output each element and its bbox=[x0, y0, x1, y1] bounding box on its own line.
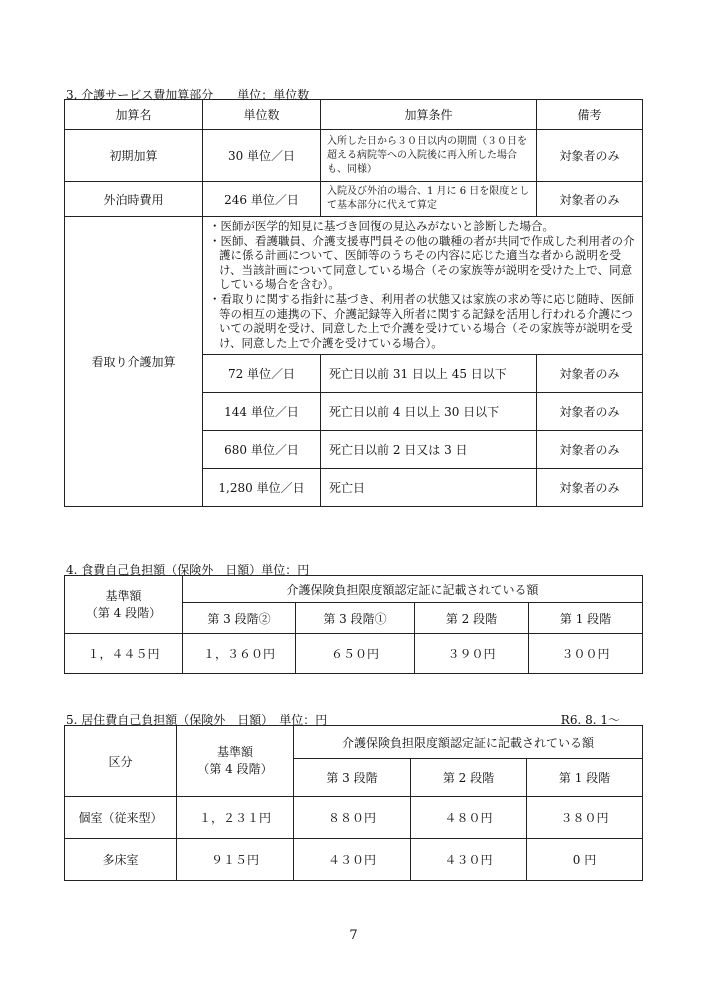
amount-cell: ３００円 bbox=[529, 634, 643, 674]
addition-units: 30 単位／日 bbox=[203, 130, 321, 182]
group-header: 介護保険負担限度額認定証に記載されている額 bbox=[183, 576, 643, 603]
table-row bbox=[65, 839, 643, 881]
base-amount-header: 基準額 （第 4 段階） bbox=[177, 726, 294, 797]
stage-header: 第 3 段階 bbox=[294, 759, 411, 797]
addition-units: 144 単位／日 bbox=[203, 393, 321, 431]
amount-cell: ４３０円 bbox=[294, 839, 411, 881]
addition-units: 246 単位／日 bbox=[203, 182, 321, 217]
condition-item: ・医師が医学的知見に基づき回復の見込みがないと診断した場合。 bbox=[209, 219, 554, 233]
addition-condition: 死亡日 bbox=[321, 469, 537, 507]
addition-name: 看取り介護加算 bbox=[65, 217, 203, 507]
table-row bbox=[65, 182, 643, 217]
header-cell: 加算条件 bbox=[321, 100, 537, 130]
amount-cell: ４８０円 bbox=[411, 797, 527, 839]
amount-cell: ９１５円 bbox=[177, 839, 294, 881]
food-cost-table bbox=[64, 575, 643, 674]
stage-header: 第 2 段階 bbox=[415, 603, 529, 634]
category-cell: 個室（従来型） bbox=[65, 797, 177, 839]
amount-cell: １，４４５円 bbox=[65, 634, 183, 674]
amount-cell: ３９０円 bbox=[415, 634, 529, 674]
stage-header: 第 1 段階 bbox=[527, 759, 643, 797]
mitori-conditions bbox=[203, 217, 643, 355]
addition-name: 初期加算 bbox=[65, 130, 203, 182]
section5-title: 5. 居住費自己負担額（保険外 日額） 単位：円 bbox=[66, 713, 328, 727]
addition-units: 680 単位／日 bbox=[203, 431, 321, 469]
group-header: 介護保険負担限度額認定証に記載されている額 bbox=[294, 726, 643, 759]
page-number: 7 bbox=[349, 928, 358, 943]
section4-title: 4. 食費自己負担額（保険外 日額）単位：円 bbox=[66, 563, 310, 577]
header-cell: 加算名 bbox=[65, 100, 203, 130]
addition-name: 外泊時費用 bbox=[65, 182, 203, 217]
amount-cell: １，３６０円 bbox=[183, 634, 296, 674]
amount-cell: ８８０円 bbox=[294, 797, 411, 839]
stage-header: 第 2 段階 bbox=[411, 759, 527, 797]
addition-units: 72 単位／日 bbox=[203, 355, 321, 393]
addition-note: 対象者のみ bbox=[537, 469, 643, 507]
table-header-row bbox=[65, 576, 643, 603]
addition-table bbox=[64, 99, 643, 507]
stage-header: 第 3 段階① bbox=[296, 603, 415, 634]
header-cell: 備考 bbox=[537, 100, 643, 130]
addition-condition: 死亡日以前 2 日又は 3 日 bbox=[321, 431, 537, 469]
table-row bbox=[65, 130, 643, 182]
table-row bbox=[65, 797, 643, 839]
addition-condition: 入所した日から３０日以内の期間（３０日を超える病院等への入院後に再入所した場合も、同様） bbox=[321, 130, 537, 182]
table-row bbox=[65, 217, 643, 355]
table-header-row bbox=[65, 100, 643, 130]
addition-note: 対象者のみ bbox=[537, 130, 643, 182]
addition-condition: 死亡日以前 4 日以上 30 日以下 bbox=[321, 393, 537, 431]
amount-cell: １，２３１円 bbox=[177, 797, 294, 839]
amount-cell: ３８０円 bbox=[527, 797, 643, 839]
addition-condition: 入院及び外泊の場合、1 月に 6 日を限度として基本部分に代えて算定 bbox=[321, 182, 537, 217]
base-amount-header: 基準額 （第 4 段階） bbox=[65, 576, 183, 634]
housing-cost-table bbox=[64, 725, 643, 881]
addition-note: 対象者のみ bbox=[537, 431, 643, 469]
amount-cell: 0 円 bbox=[527, 839, 643, 881]
addition-note: 対象者のみ bbox=[537, 355, 643, 393]
amount-cell: ６５０円 bbox=[296, 634, 415, 674]
section3-title: 3. 介護サービス費加算部分 単位：単位数 bbox=[66, 88, 310, 102]
table-header-row bbox=[65, 726, 643, 759]
condition-item: ・看取りに関する指針に基づき、利用者の状態又は家族の求め等に応じ随時、医師等の相互の連携の下、介護記録等入所者に関する記録を活用し行われる介護についての説明を受け、同意した上で介護を受けている場合（その家族等が説明を受け、同意した上で介護を受けている場合）。 bbox=[209, 291, 635, 350]
effective-date: R6. 8. 1～ bbox=[560, 713, 620, 727]
category-cell: 多床室 bbox=[65, 839, 177, 881]
category-header: 区分 bbox=[65, 726, 177, 797]
amount-cell: ４３０円 bbox=[411, 839, 527, 881]
stage-header: 第 3 段階② bbox=[183, 603, 296, 634]
condition-item: ・医師、看護職員、介護支援専門員その他の職種の者が共同で作成した利用者の介護に係る計画について、医師等のうちその内容に応じた適当な者から説明を受け、当該計画について同意している場合（その家族等が説明を受けた上で、同意している場合を含む）。 bbox=[209, 233, 635, 292]
addition-note: 対象者のみ bbox=[537, 182, 643, 217]
header-cell: 単位数 bbox=[203, 100, 321, 130]
addition-note: 対象者のみ bbox=[537, 393, 643, 431]
addition-condition: 死亡日以前 31 日以上 45 日以下 bbox=[321, 355, 537, 393]
addition-units: 1,280 単位／日 bbox=[203, 469, 321, 507]
stage-header: 第 1 段階 bbox=[529, 603, 643, 634]
table-row bbox=[65, 634, 643, 674]
